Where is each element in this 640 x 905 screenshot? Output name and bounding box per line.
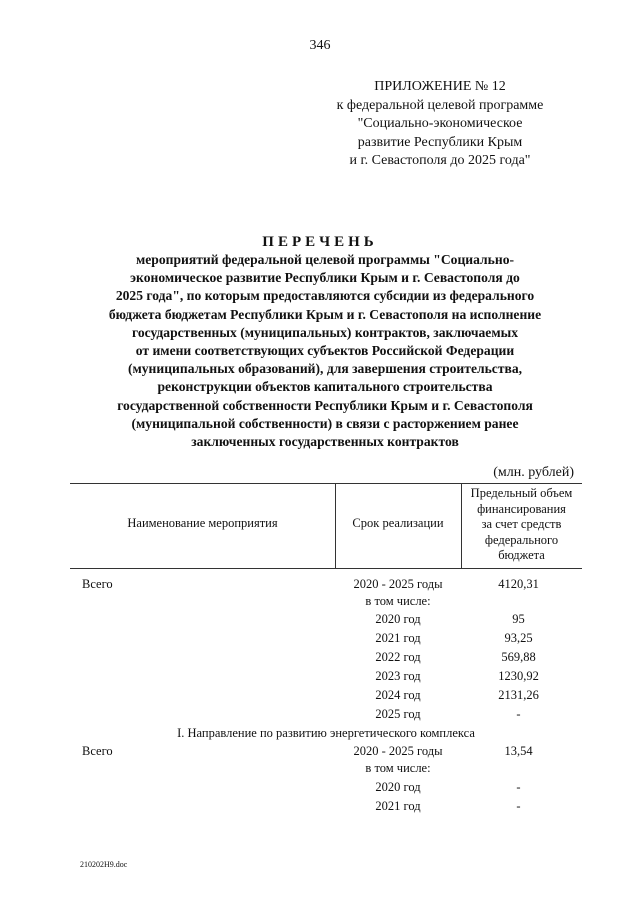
appendix-header [310,78,570,171]
year-amount: 95 [512,612,525,626]
header-name: Наименование мероприятия [127,516,278,530]
total-including: в том числе: [365,594,431,608]
year-amount: 569,88 [501,650,536,664]
units-label: (млн. рублей) [493,465,574,480]
year-label: 2020 год [375,612,421,626]
header-amount-line: финансирования [477,501,566,516]
appendix-line: "Социально-экономическое [357,116,523,131]
header-amount-line: за счет средств [481,517,562,531]
appendix-line: развитие Республики Крым [357,134,523,150]
year-label: 2021 год [375,799,421,813]
page-number: 346 [309,38,331,53]
subtitle-line: 2025 года", по которым предоставляются субсидии из федерального [115,288,535,304]
appendix-line: к федеральной целевой программе [336,97,544,113]
subtitle-line: реконструкции объектов капитального строительства [157,379,493,395]
header-period: Срок реализации [352,516,444,530]
subtitle-line: заключенных государственных контрактов [191,434,459,450]
table-top-border [70,483,582,484]
document-subtitle [70,251,580,451]
section-total-amount: 13,54 [504,744,533,758]
header-amount-line: бюджета [498,548,545,562]
total-label: Всего [82,577,113,591]
year-amount: - [516,799,521,813]
subtitle-line: государственных (муниципальных) контрактов, заключаемых [131,324,519,340]
subtitle-line: от имени соответствующих субъектов Российской Федерации [135,343,515,359]
year-label: 2025 год [375,707,421,721]
year-label: 2022 год [375,650,421,664]
appendix-line: и г. Севастополя до 2025 года" [349,153,531,168]
section-title: I. Направление по развитию энергетического комплекса [177,726,475,740]
subtitle-line: государственной собственности Республики Крым и г. Севастополя [117,397,533,413]
year-amount: - [516,780,521,794]
year-label: 2024 год [375,688,421,702]
total-period: 2020 - 2025 годы [353,577,443,591]
year-label: 2023 год [375,669,421,683]
year-label: 2021 год [375,631,421,645]
header-amount [461,486,582,564]
header-amount-line: федерального [484,532,559,547]
year-amount: 1230,92 [498,669,539,683]
appendix-line: ПРИЛОЖЕНИЕ № 12 [374,79,506,94]
subtitle-line: бюджета бюджетам Республики Крым и г. Севастополя на исполнение [108,306,542,322]
header-amount-line: Предельный объем [470,486,573,500]
file-name-footer: 210202Н9.doc [80,860,128,869]
subtitle-line: (муниципальной собственности) в связи с расторжением ранее [131,415,519,431]
subtitle-line: мероприятий федеральной целевой программы "Социально- [135,252,515,267]
document-title: ПЕРЕЧЕНЬ [262,234,378,250]
year-label: 2020 год [375,780,421,794]
section-total-label: Всего [82,744,113,758]
section-total-including: в том числе: [365,761,431,775]
year-amount: 2131,26 [498,688,539,702]
subtitle-line: (муниципальных образований), для завершения строительства, [127,361,523,377]
table-header-border [70,568,582,569]
year-amount: 93,25 [504,631,533,645]
year-amount: - [516,707,521,721]
total-amount: 4120,31 [498,577,539,591]
subtitle-line: экономическое развитие Республики Крым и г. Севастополя до [130,270,520,286]
section-total-period: 2020 - 2025 годы [353,744,443,758]
